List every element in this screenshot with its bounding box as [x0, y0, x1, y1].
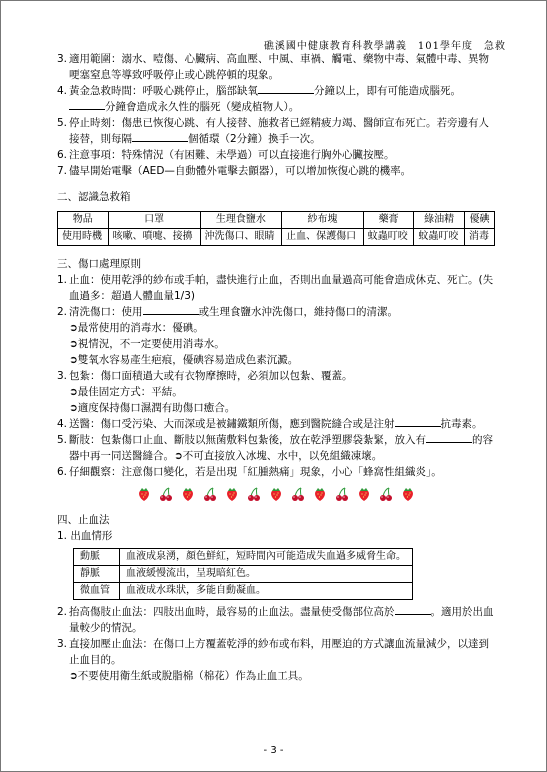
list-item: [57, 432, 495, 464]
note-line: ➲雙氧水容易產生疤痕，優碘容易造成色素沉澱。: [69, 354, 299, 366]
cherry-icon: [202, 486, 218, 502]
table-cell: 血液緩慢流出，呈現暗紅色。: [120, 566, 413, 583]
text-part: 斷肢：包紮傷口止血、斷肢以無菌敷料包紮後，放在乾淨塑膠袋紮緊，放入有: [69, 434, 426, 446]
item-text: 止血：使用乾淨的紗布或手帕，盡快進行止血，否則出血量過高可能會造成休克、死亡。(失血過多：超過人體血量1/3): [69, 274, 494, 302]
list-item: [57, 115, 495, 147]
section-title: 四、止血法: [57, 514, 110, 526]
subsection-title: 1. 出血情形: [57, 530, 113, 542]
table-header-cell: 口罩: [108, 212, 200, 229]
table-cell: 使用時機: [58, 229, 109, 246]
page-number: - 3 -: [263, 745, 284, 756]
text-part: 送醫：傷口受污染、大而深或是被鏽鐵類所傷，應到醫院縫合或是注射: [69, 418, 395, 430]
strawberry-icon: [180, 486, 196, 502]
strawberry-icon: [224, 486, 240, 502]
item-text: [69, 83, 495, 115]
item-number: 1.: [57, 274, 68, 286]
text-part: 分鐘會造成永久性的腦死（變成植物人）。: [105, 101, 300, 113]
item-number: 6.: [57, 149, 68, 161]
text-part: 清洗傷口：使用: [69, 306, 143, 318]
strawberry-icon: [356, 486, 372, 502]
list-item: [57, 464, 495, 480]
text-part: 抬高傷肢止血法：四肢出血時，最容易的止血法。盡量使受傷部位高於: [69, 606, 395, 618]
text-part: 黃金急救時間：呼吸心跳停止，腦部缺氧: [69, 85, 258, 97]
cherry-icon: [378, 486, 394, 502]
fill-blank[interactable]: [395, 605, 431, 615]
table-cell: 動脈: [74, 549, 120, 566]
text-part: 抗毒素。: [440, 418, 483, 430]
item-text: 仔細觀察：注意傷口變化，若是出現「紅腫熱痛」現象，小心「蜂窩性組織炎」。: [69, 466, 442, 478]
text-part: 個循環（2分鐘）換手一次。: [188, 133, 321, 145]
table-cell: 靜脈: [74, 566, 120, 583]
list-item: [57, 163, 495, 179]
table-row: [74, 583, 413, 600]
item-number: 4.: [57, 418, 68, 430]
fill-blank[interactable]: [395, 417, 441, 427]
page-header: 礁溪國中健康教育科教學講義 101學年度 急救: [263, 41, 506, 52]
item-number: 7.: [57, 165, 68, 177]
note-line: ➲視情況，不一定要使用消毒水。: [69, 338, 225, 350]
text-part: 。適用於出血量較少的情況。: [69, 606, 494, 634]
table-cell: 微血管: [74, 583, 120, 600]
list-item: [57, 604, 495, 636]
list-item: [57, 368, 495, 384]
list-item: [57, 636, 495, 668]
table-header-cell: 優碘: [464, 212, 494, 229]
table-cell: 消毒: [464, 229, 494, 246]
item-text: [69, 416, 495, 432]
cherry-icon: [334, 486, 350, 502]
text-part: 分鐘以上，即有可能造成腦死。: [314, 85, 461, 97]
item-number: 4.: [57, 85, 68, 97]
strawberry-icon: [268, 486, 284, 502]
table-cell: 蚊蟲叮咬: [414, 229, 465, 246]
table-cell: 咳嗽、噴嚏、接擤: [108, 229, 200, 246]
item-number: 6.: [57, 466, 68, 478]
bleeding-types-table: [73, 548, 413, 600]
item-text: 適用範圍：溺水、噎傷、心臟病、高血壓、中風、車禍、觸電、藥物中毒、氣體中毒、異物哽塞窒息等導致呼吸停止或心跳停頓的現象。: [69, 53, 489, 81]
text-part: 的容器中再一同送醫縫合。➲不可直接放入冰塊、水中，以免組織凍壞。: [69, 434, 493, 462]
list-item: [57, 83, 495, 115]
item-text: [69, 115, 495, 147]
item-text: [69, 304, 495, 320]
fill-blank[interactable]: [132, 132, 188, 142]
first-aid-kit-table: [57, 211, 495, 246]
list-item: [57, 416, 495, 432]
table-cell: 止血、保護傷口: [282, 229, 364, 246]
table-header-cell: 紗布塊: [282, 212, 364, 229]
item-number: 3.: [57, 53, 68, 65]
table-header-cell: 綠油精: [414, 212, 465, 229]
cherry-icon: [158, 486, 174, 502]
list-item: [57, 51, 495, 83]
note-line: ➲適度保持傷口濕潤有助傷口癒合。: [69, 402, 236, 414]
table-row: [58, 229, 495, 246]
page-content: [57, 51, 495, 684]
cherry-icon: [290, 486, 306, 502]
item-text: 注意事項：特殊情況（有困難、未學過）可以直接進行胸外心臟按壓。: [69, 149, 395, 161]
item-number: 3.: [57, 370, 68, 382]
table-header-cell: 藥膏: [363, 212, 414, 229]
section-title: 三、傷口處理原則: [57, 258, 141, 270]
text-part: 或生理食鹽水沖洗傷口，維持傷口的清潔。: [198, 306, 398, 318]
item-number: 5.: [57, 117, 68, 129]
table-cell: 血液成水珠狀，多能自動凝血。: [120, 583, 413, 600]
item-number: 2.: [57, 306, 68, 318]
table-cell: 蚊蟲叮咬: [363, 229, 414, 246]
fill-blank[interactable]: [258, 84, 314, 94]
item-text: [69, 604, 495, 636]
item-number: 3.: [57, 638, 68, 650]
fill-blank[interactable]: [69, 100, 105, 110]
section-title: 二、認識急救箱: [57, 191, 131, 203]
item-number: 2.: [57, 606, 68, 618]
table-cell: 沖洗傷口、眼睛: [200, 229, 282, 246]
item-text: 包紮：傷口面積過大或有衣物摩擦時，必須加以包紮、覆蓋。: [69, 370, 353, 382]
strawberry-icon: [400, 486, 416, 502]
fill-blank[interactable]: [426, 433, 472, 443]
item-number: 5.: [57, 434, 68, 446]
table-cell: 血液成泉湧，顏色鮮紅，短時間內可能造成失血過多威脅生命。: [120, 549, 413, 566]
strawberry-icon: [136, 486, 152, 502]
table-row: [74, 549, 413, 566]
note-line: ➲最常使用的消毒水：優碘。: [69, 322, 204, 334]
note-line: ➲不要使用衛生紙或脫脂棉（棉花）作為止血工具。: [69, 670, 309, 682]
text-part: 停止時刻：傷患已恢復心跳、有人接替、施救者已經精疲力竭、醫師宣布死亡。若旁邊有人接替，則每隔: [69, 117, 489, 145]
decorative-fruit-row: [57, 486, 495, 502]
table-header-cell: 物品: [58, 212, 109, 229]
note-line: ➲最佳固定方式：平結。: [69, 386, 183, 398]
item-text: 直接加壓止血法：在傷口上方覆蓋乾淨的紗布或布料，用壓迫的方式讓血流量減少，以達到止血目的。: [69, 638, 489, 666]
cherry-icon: [246, 486, 262, 502]
fill-blank[interactable]: [143, 305, 199, 315]
list-item: [57, 272, 495, 304]
table-row: [74, 566, 413, 583]
table-header-cell: 生理食鹽水: [200, 212, 282, 229]
item-text: 儘早開始電擊（AED—自動體外電擊去顫器），可以增加恢復心跳的機率。: [69, 165, 412, 177]
table-header-row: [58, 212, 495, 229]
item-text: [69, 432, 495, 464]
strawberry-icon: [312, 486, 328, 502]
list-item: [57, 147, 495, 163]
list-item: [57, 304, 495, 320]
